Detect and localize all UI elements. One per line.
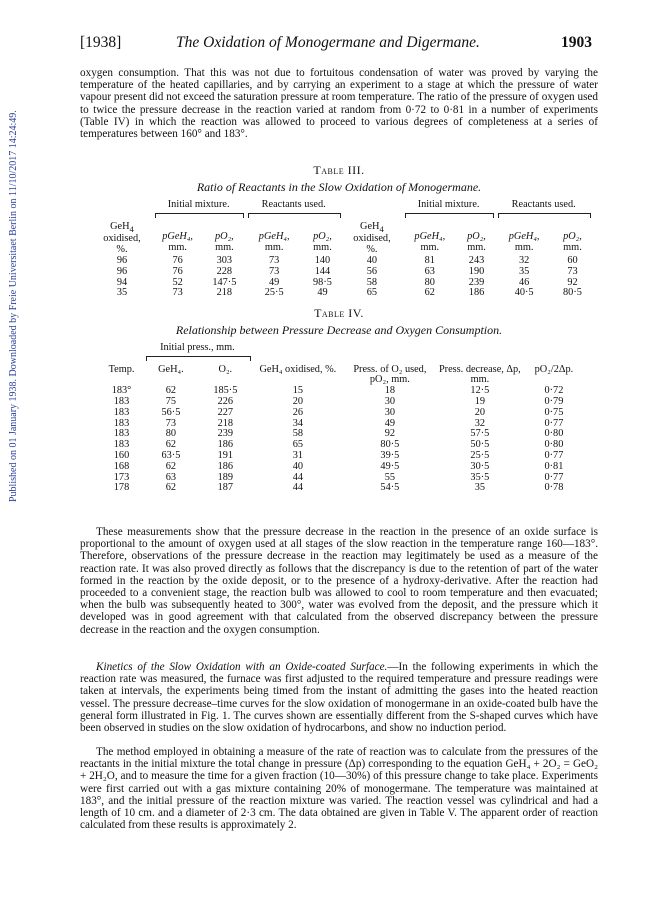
paragraph-measurements: These measurements show that the pressure decrease in the reaction in the presence of an oxide surface is proportional to the amount of oxygen used at all stages of the slow reaction in the temperature range 160—183°. Therefore, observations of the pressure decrease in the reaction may legitimately be used as a measure of the reaction rate. It was also proved directly as follows that the discrepancy is due to the retention of part of the water formed in the reaction by the oxide deposit, or to the presence of a hydroxy-derivative. After the reaction had proceeded to a convenient stage, the reaction bulb was allowed to cool to room temperature and then evacuated; when the bulb was subsequently heated to 300°, water was evolved from the deposit, and the pressure which it developed was in good agreement with that calculated from the observed discrepancy between the pressure decrease in the reaction and the oxygen consumption. (80, 526, 598, 636)
table4-col-o2-used: Press. of O₂ used, pO₂, mm. (353, 363, 427, 386)
brace-mark (146, 356, 251, 361)
table4-header-row (100, 365, 584, 387)
header-page-number: 1903 (561, 34, 592, 51)
download-side-note: Published on 01 January 1938. Downloaded by Freie Universitaet Berlin on 11/10/2017 14:24:49. (8, 110, 19, 502)
table-cell: 303 (216, 255, 233, 267)
table-cell: 183 (113, 417, 130, 429)
table3 (92, 200, 592, 299)
table-cell: 228 (216, 265, 233, 277)
table-cell: 12·5 (470, 385, 490, 397)
table-cell: 65 (292, 439, 303, 451)
table3-group-initial-left: Initial mixture. (167, 199, 230, 210)
table-cell: 218 (217, 417, 234, 429)
table-cell: 147·5 (212, 276, 237, 288)
paragraph-oxygen-consumption: oxygen consumption. That this was not due to fortuitous condensation of water was proved by varying the temperature of the heated capillaries, and by carrying an experiment to a stage at which the pressure of water vapour present did not exceed the saturation pressure at room temperature. The ratio of the pressure of oxygen used to twice the pressure decrease in the reaction varied at random from 0·72 to 0·81 in a number of experiments (Table IV) in which the reaction was allowed to proceed to various degrees of completeness at a series of temperatures between 160° and 183°. (80, 67, 598, 141)
table-cell: 60 (567, 255, 578, 267)
table-cell: 75 (165, 395, 177, 407)
table-cell: 35 (474, 482, 485, 494)
table-cell: 73 (269, 265, 280, 277)
brace-mark (405, 213, 494, 218)
table-cell: 44 (292, 471, 303, 483)
table3-col-p-o2: pO₂, mm. (214, 231, 234, 254)
kinetics-heading: Kinetics of the Slow Oxidation with an Oxide-coated Surface. (96, 661, 388, 673)
table-cell: 62 (165, 482, 177, 494)
table-cell: 0·77 (544, 417, 564, 429)
paragraph-method: The method employed in obtaining a measure of the rate of reaction was to calculate from the pressures of the reactants in the initial mixture the total change in pressure (Δp) corresponding to the equation GeH₄ + 2O₂ = GeO₂ + 2H₂O, and to measure the time for a given fraction (10—30%) of this pressure change to take place. Experiments were first carried out with a gas mixture containing 20% of monogermane. The temperature was maintained at 183°, and the initial pressure of the reaction mixture was varied. The reaction vessel was cylindrical and had a length of 10 cm. and a diameter of 2·3 cm. The data obtained are given in Table V. The apparent order of reaction calculated from these results is approximately 2. (80, 746, 598, 832)
table3-group-row (92, 200, 592, 222)
table-cell: 18 (384, 385, 395, 397)
table3-col-p-geh4: pGeH₄, mm. (258, 231, 290, 254)
table-cell: 92 (384, 428, 395, 440)
table-cell: 62 (165, 460, 177, 472)
table-cell: 73 (567, 265, 578, 277)
table-cell: 98·5 (313, 276, 332, 288)
table-cell: 243 (468, 255, 485, 267)
table-cell: 226 (217, 395, 234, 407)
table-cell: 63·5 (161, 449, 181, 461)
brace-mark (498, 213, 591, 218)
table-cell: 81 (424, 255, 435, 267)
table-cell: 190 (468, 265, 485, 277)
table-cell: 140 (314, 255, 331, 267)
table-cell: 49 (269, 276, 280, 288)
table4-col-geh4: GeH₄. (158, 363, 184, 375)
brace-mark (248, 213, 341, 218)
table3-col-p-o2: pO₂, mm. (467, 231, 486, 254)
table3-col-p-o2: pO₂, mm. (563, 231, 582, 254)
table-cell: 187 (217, 482, 234, 494)
table-cell: 0·78 (544, 482, 564, 494)
table3-col-p-o2: pO₂, mm. (313, 231, 332, 254)
table4-col-o2: O₂. (218, 363, 233, 375)
table3-col-geh4: GeH$_4$ oxidised, %. (353, 220, 391, 256)
table-cell: 35·5 (470, 471, 490, 483)
table-cell: 168 (113, 460, 130, 472)
table-cell: 183° (111, 385, 132, 397)
kinetics-text: —In the following experiments in which the reaction rate was measured, the furnace was first adjusted to the required temperature and pressure readings were taken at intervals, the experiments being timed from the instant of admitting the gases into the heated reaction vessel. The pressure decrease–time curves for the slow oxidation of monogermane in an oxide-coated bulb have the general form illustrated in Fig. 1. The curves shown are essentially different from the S-shaped curves which have been observed in studies on the slow oxidation of hydrocarbons, and show no induction period. (80, 661, 598, 735)
table-cell: 58 (292, 428, 303, 440)
table-cell: 15 (292, 385, 303, 397)
table-cell: 185·5 (213, 385, 238, 397)
table-cell: 0·77 (544, 449, 564, 461)
table-cell: 56 (366, 265, 378, 277)
table-cell: 40 (366, 255, 378, 267)
table-cell: 191 (217, 449, 234, 461)
table3-group-initial-right: Initial mixture. (417, 199, 480, 210)
table-cell: 239 (468, 276, 485, 288)
table-cell: 55 (384, 471, 395, 483)
table-cell: 52 (172, 276, 183, 288)
table-cell: 40 (292, 460, 303, 472)
table-cell: 73 (269, 255, 280, 267)
table4-col-press-decrease: Press. decrease, Δp, mm. (438, 363, 521, 386)
table-cell: 160 (113, 449, 130, 461)
table-cell: 25·5 (470, 449, 490, 461)
header-year: [1938] (80, 34, 122, 51)
table-cell: 0·81 (544, 460, 564, 472)
table-cell: 35 (518, 265, 530, 277)
table-cell: 56·5 (161, 406, 181, 418)
table4-caption: Relationship between Pressure Decrease and Oxygen Consumption. (175, 323, 503, 337)
table4-col-oxidised: GeH₄ oxidised, %. (259, 363, 337, 375)
table-cell: 40·5 (514, 287, 534, 299)
table-cell: 94 (116, 276, 128, 288)
table-cell: 54·5 (380, 482, 400, 494)
table-cell: 186 (217, 460, 234, 472)
table-cell: 62 (424, 287, 435, 299)
table-cell: 30 (384, 395, 395, 407)
table-cell: 63 (424, 265, 435, 277)
table-cell: 0·79 (544, 395, 564, 407)
table4-col-ratio: pO₂/2Δp. (534, 363, 574, 375)
paragraph-kinetics (80, 661, 598, 734)
table-cell: 96 (116, 255, 128, 267)
table-cell: 62 (165, 439, 177, 451)
table-cell: 76 (172, 265, 183, 277)
table4-col-temp: Temp. (108, 363, 135, 375)
table-cell: 189 (217, 471, 234, 483)
table-cell: 25·5 (264, 287, 284, 299)
table3-row (92, 267, 592, 278)
table3-row (92, 288, 592, 299)
table-cell: 63 (165, 471, 177, 483)
table3-col-p-geh4: pGeH₄, mm. (162, 231, 193, 254)
table3-label: Table III. (313, 163, 365, 177)
table3-col-p-geh4: pGeH₄, mm. (414, 231, 446, 254)
running-header (80, 34, 592, 54)
table-cell: 49·5 (380, 460, 400, 472)
header-title: The Oxidation of Monogermane and Digermane. (176, 34, 480, 51)
table-cell: 19 (474, 395, 485, 407)
table-cell: 73 (172, 287, 183, 299)
table-cell: 173 (113, 471, 130, 483)
table-cell: 32 (474, 417, 485, 429)
table-cell: 227 (217, 406, 234, 418)
table-cell: 57·5 (470, 428, 490, 440)
table4-group-initial: Initial press., mm. (160, 342, 235, 353)
table-cell: 44 (292, 482, 303, 494)
table3-col-geh4: GeH$_4$ oxidised, %. (103, 220, 141, 256)
table4-row (100, 408, 584, 419)
table-cell: 30 (384, 406, 395, 418)
table-cell: 39·5 (380, 449, 400, 461)
table-cell: 183 (113, 406, 130, 418)
table-cell: 0·80 (544, 428, 564, 440)
table-cell: 96 (116, 265, 128, 277)
table-cell: 49 (384, 417, 395, 429)
table3-header-row (92, 222, 592, 256)
table-cell: 49 (317, 287, 328, 299)
table-cell: 186 (468, 287, 485, 299)
table-cell: 26 (292, 406, 303, 418)
table-cell: 0·80 (544, 439, 564, 451)
table4-label: Table IV. (314, 306, 364, 320)
table3-row (92, 256, 592, 267)
table3-col-p-geh4: pGeH₄, mm. (508, 231, 540, 254)
table-cell: 0·77 (544, 471, 564, 483)
table-cell: 35 (116, 287, 128, 299)
table4-group-row (100, 343, 584, 365)
table-cell: 0·75 (544, 406, 564, 418)
table-cell: 46 (518, 276, 530, 288)
table-cell: 30·5 (470, 460, 490, 472)
table-cell: 32 (518, 255, 530, 267)
table3-group-used-left: Reactants used. (261, 199, 326, 210)
table-cell: 80 (165, 428, 177, 440)
table-cell: 50·5 (470, 439, 490, 451)
brace-mark (155, 213, 244, 218)
table4-row (100, 462, 584, 473)
table-cell: 76 (172, 255, 183, 267)
table-cell: 58 (366, 276, 378, 288)
table-cell: 34 (292, 417, 303, 429)
table-cell: 62 (165, 385, 177, 397)
table-cell: 0·72 (544, 385, 564, 397)
table-cell: 80·5 (563, 287, 582, 299)
table3-group-used-right: Reactants used. (511, 199, 576, 210)
table-cell: 183 (113, 428, 130, 440)
table-cell: 144 (314, 265, 331, 277)
table-cell: 65 (366, 287, 378, 299)
table-cell: 20 (292, 395, 303, 407)
table-cell: 218 (216, 287, 233, 299)
table-cell: 183 (113, 439, 130, 451)
table-cell: 239 (217, 428, 234, 440)
table-cell: 92 (567, 276, 578, 288)
table-cell: 80·5 (380, 439, 400, 451)
table4 (100, 343, 584, 494)
table-cell: 31 (292, 449, 303, 461)
table-cell: 186 (217, 439, 234, 451)
table4-row (100, 483, 584, 494)
table-cell: 183 (113, 395, 130, 407)
table3-caption: Ratio of Reactants in the Slow Oxidation of Monogermane. (196, 180, 482, 194)
table-cell: 80 (424, 276, 435, 288)
table-cell: 73 (165, 417, 177, 429)
table-cell: 178 (113, 482, 130, 494)
table-cell: 20 (474, 406, 485, 418)
